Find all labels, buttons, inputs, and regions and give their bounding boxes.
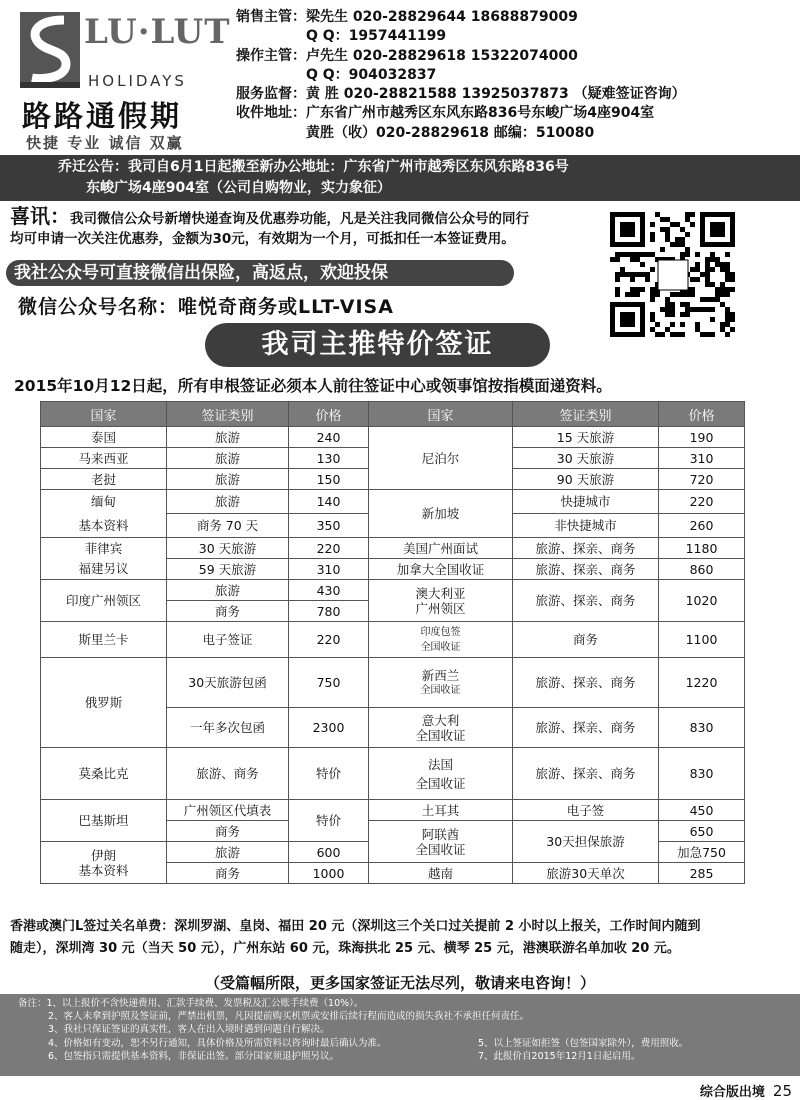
promo-banner: 我司主推特价签证 bbox=[205, 323, 550, 367]
table-cell: 非快捷城市 bbox=[513, 514, 659, 538]
table-cell: 450 bbox=[659, 800, 745, 821]
table-cell: 720 bbox=[659, 469, 745, 490]
notice-line: 东峻广场4座904室（公司自购物业，实力象征） bbox=[86, 180, 391, 196]
contact-line: 操作主管：卢先生 020-28829618 15322074000 bbox=[236, 47, 578, 64]
logo bbox=[14, 6, 231, 152]
qr-code-icon[interactable] bbox=[610, 212, 740, 352]
table-cell: 旅游 bbox=[167, 490, 289, 514]
notice-line: 乔迁公告：我司自6月1日起搬至新办公地址：广东省广州市越秀区东风东路836号 bbox=[58, 159, 569, 175]
hk-macau-fees: 香港或澳门L签过关名单费：深圳罗湖、皇岗、福田 20 元（深圳这三个关口过关提前 2 小时以上报关，工作时间内随到 随走），深圳湾 30 元（当天 50 元），广州东站 60 元，珠海拱北 25 元、横琴 25 元，港澳联游名单加收 20 元。 bbox=[10, 919, 701, 956]
table-cell: 旅游 bbox=[167, 427, 289, 448]
table-cell: 商务 70 天 bbox=[167, 514, 289, 538]
space-limit-note: （受篇幅所限，更多国家签证无法尽列，敬请来电咨询！） bbox=[204, 974, 595, 992]
table-cell: 350 bbox=[289, 514, 369, 538]
page-number: 25 bbox=[772, 1082, 792, 1100]
wechat-account-name: 微信公众号名称：唯悦奇商务或LLT-VISA bbox=[18, 296, 394, 318]
table-cell: 旅游、探亲、商务 bbox=[513, 708, 659, 748]
table-row bbox=[41, 580, 745, 601]
table-cell: 马来西亚 bbox=[41, 448, 167, 469]
table-cell: 印度广州领区 bbox=[41, 580, 167, 622]
table-cell: 220 bbox=[289, 622, 369, 658]
table-cell: 旅游 bbox=[167, 448, 289, 469]
table-row bbox=[41, 490, 745, 514]
table-cell: 240 bbox=[289, 427, 369, 448]
table-cell: 15 天旅游 bbox=[513, 427, 659, 448]
logo-word: LU·LUT bbox=[84, 12, 231, 52]
table-cell: 商务 bbox=[167, 863, 289, 884]
contact-line: Q Q：1957441199 bbox=[306, 28, 447, 45]
column-header: 价格 bbox=[659, 402, 745, 427]
table-cell: 1220 bbox=[659, 658, 745, 708]
table-cell: 2300 bbox=[289, 708, 369, 748]
table-cell: 旅游 bbox=[167, 469, 289, 490]
table-row bbox=[41, 538, 745, 559]
contact-line: 收件地址：广东省广州市越秀区东风东路836号东峻广场4座904室 bbox=[236, 105, 655, 122]
table-cell: 莫桑比克 bbox=[41, 748, 167, 800]
table-cell: 伊朗 基本资料 bbox=[41, 842, 167, 884]
remarks-box: 备注：1、以上报价不含快递费用、汇款手续费、发票税及汇公账手续费（10%）。 2、客人未拿到护照及签证前，严禁出机票，凡因提前购买机票或安排后续行程而造成的损失我社不承担任何责任。 3、我社只保证签证的真实性，客人在出入境时遇到问题自行解决。 4、价格如有变动，恕不另行通知，具体价格及所需资料以咨询时最后确认为准。 5、以上签证如拒签（包签国家除外），费用照收。 6、包签指只需提供基本资料，非保证出签。部分国家须退护照另议。 7、此报价自2015年12月1日起启用。 bbox=[0, 994, 800, 1076]
table-header-row bbox=[41, 402, 745, 427]
brand-cn-name: 路路通假期 bbox=[22, 99, 183, 133]
lulut-logo-icon bbox=[20, 12, 80, 88]
contact-list bbox=[236, 8, 686, 143]
relocation-notice bbox=[0, 155, 800, 201]
table-cell: 巴基斯坦 bbox=[41, 800, 167, 842]
column-header: 价格 bbox=[289, 402, 369, 427]
table-cell: 600 bbox=[289, 842, 369, 863]
table-cell: 越南 bbox=[369, 863, 513, 884]
table-cell: 30 天旅游 bbox=[167, 538, 289, 559]
table-cell: 1100 bbox=[659, 622, 745, 658]
table-cell: 意大利 全国收证 bbox=[369, 708, 513, 748]
table-cell: 旅游、探亲、商务 bbox=[513, 748, 659, 800]
news-text: 喜讯：我司微信公众号新增快递查询及优惠券功能，凡是关注我同微信公众号的同行 bbox=[10, 204, 529, 228]
table-cell: 基本资料 bbox=[41, 514, 167, 538]
table-cell: 430 bbox=[289, 580, 369, 601]
price-table bbox=[40, 401, 745, 884]
contact-line: 黄胜（收）020-28829618 邮编：510080 bbox=[306, 124, 595, 141]
table-row bbox=[41, 622, 745, 658]
table-cell: 310 bbox=[659, 448, 745, 469]
table-cell: 商务 bbox=[167, 821, 289, 842]
contact-line: 服务监督：黄 胜 020-28821588 13925037873 （疑难签证咨询） bbox=[236, 86, 686, 103]
table-cell: 860 bbox=[659, 559, 745, 580]
table-cell: 90 天旅游 bbox=[513, 469, 659, 490]
table-cell: 750 bbox=[289, 658, 369, 708]
table-cell: 旅游、商务 bbox=[167, 748, 289, 800]
table-cell: 福建另议 bbox=[41, 559, 167, 580]
news-title: 喜讯： bbox=[10, 204, 70, 228]
table-cell: 830 bbox=[659, 708, 745, 748]
wechat-news bbox=[10, 206, 600, 249]
contact-line: 销售主管：梁先生 020-28829644 18688879009 bbox=[236, 9, 578, 25]
insurance-banner: 我社公众号可直接微信出保险，高返点，欢迎投保 bbox=[6, 260, 514, 286]
table-cell: 商务 bbox=[513, 622, 659, 658]
brand-slogan: 快捷 专业 诚信 双赢 bbox=[26, 134, 184, 152]
header bbox=[0, 0, 800, 152]
table-cell: 旅游、探亲、商务 bbox=[513, 658, 659, 708]
table-cell: 190 bbox=[659, 427, 745, 448]
table-row bbox=[41, 559, 745, 580]
table-cell: 旅游30天单次 bbox=[513, 863, 659, 884]
table-row bbox=[41, 748, 745, 800]
table-cell: 220 bbox=[659, 490, 745, 514]
table-cell: 1180 bbox=[659, 538, 745, 559]
table-cell: 电子签 bbox=[513, 800, 659, 821]
table-cell: 285 bbox=[659, 863, 745, 884]
table-cell: 阿联酋 全国收证 bbox=[369, 821, 513, 863]
schengen-rule: 2015年10月12日起，所有申根签证必须本人前往签证中心或领事馆按指模面递资料。 bbox=[14, 377, 612, 395]
table-cell: 美国广州面试 bbox=[369, 538, 513, 559]
table-cell: 加急750 bbox=[659, 842, 745, 863]
table-cell: 法国 全国收证 bbox=[369, 748, 513, 800]
table-cell: 电子签证 bbox=[167, 622, 289, 658]
table-cell: 缅甸 bbox=[41, 490, 167, 514]
table-cell: 新西兰 全国收证 bbox=[369, 658, 513, 708]
table-cell: 140 bbox=[289, 490, 369, 514]
table-cell: 俄罗斯 bbox=[41, 658, 167, 748]
table-cell: 30天旅游包函 bbox=[167, 658, 289, 708]
contact-line: Q Q：904032837 bbox=[306, 66, 437, 83]
table-cell: 斯里兰卡 bbox=[41, 622, 167, 658]
table-cell: 30 天旅游 bbox=[513, 448, 659, 469]
table-row bbox=[41, 658, 745, 708]
table-cell: 广州领区代填表 bbox=[167, 800, 289, 821]
table-cell: 旅游、探亲、商务 bbox=[513, 580, 659, 622]
table-cell: 澳大利亚 广州领区 bbox=[369, 580, 513, 622]
table-cell: 一年多次包函 bbox=[167, 708, 289, 748]
table-cell: 菲律宾 bbox=[41, 538, 167, 559]
table-cell: 泰国 bbox=[41, 427, 167, 448]
table-cell: 780 bbox=[289, 601, 369, 622]
table-cell: 30天担保旅游 bbox=[513, 821, 659, 863]
column-header: 国家 bbox=[41, 402, 167, 427]
table-cell: 旅游、探亲、商务 bbox=[513, 559, 659, 580]
table-cell: 150 bbox=[289, 469, 369, 490]
table-cell: 旅游、探亲、商务 bbox=[513, 538, 659, 559]
table-cell: 新加坡 bbox=[369, 490, 513, 538]
table-cell: 59 天旅游 bbox=[167, 559, 289, 580]
table-cell: 1000 bbox=[289, 863, 369, 884]
table-cell: 印度包签 全国收证 bbox=[369, 622, 513, 658]
table-row bbox=[41, 427, 745, 448]
table-cell: 旅游 bbox=[167, 580, 289, 601]
table-cell: 土耳其 bbox=[369, 800, 513, 821]
table-cell: 130 bbox=[289, 448, 369, 469]
table-cell: 加拿大全国收证 bbox=[369, 559, 513, 580]
column-header: 签证类别 bbox=[513, 402, 659, 427]
table-cell: 快捷城市 bbox=[513, 490, 659, 514]
table-cell: 260 bbox=[659, 514, 745, 538]
table-cell: 310 bbox=[289, 559, 369, 580]
news-text: 均可申请一次关注优惠券，金额为30元，有效期为一个月，可抵扣任一本签证费用。 bbox=[10, 231, 515, 247]
page-footer: 综合版出境 25 bbox=[699, 1082, 792, 1100]
table-cell: 老挝 bbox=[41, 469, 167, 490]
column-header: 签证类别 bbox=[167, 402, 289, 427]
table-cell: 尼泊尔 bbox=[369, 427, 513, 490]
table-cell: 220 bbox=[289, 538, 369, 559]
table-cell: 1020 bbox=[659, 580, 745, 622]
table-cell: 特价 bbox=[289, 800, 369, 842]
table-cell: 650 bbox=[659, 821, 745, 842]
column-header: 国家 bbox=[369, 402, 513, 427]
table-row bbox=[41, 800, 745, 821]
logo-holidays: HOLIDAYS bbox=[88, 72, 187, 90]
table-cell: 旅游 bbox=[167, 842, 289, 863]
table-cell: 特价 bbox=[289, 748, 369, 800]
table-cell: 商务 bbox=[167, 601, 289, 622]
table-cell: 830 bbox=[659, 748, 745, 800]
